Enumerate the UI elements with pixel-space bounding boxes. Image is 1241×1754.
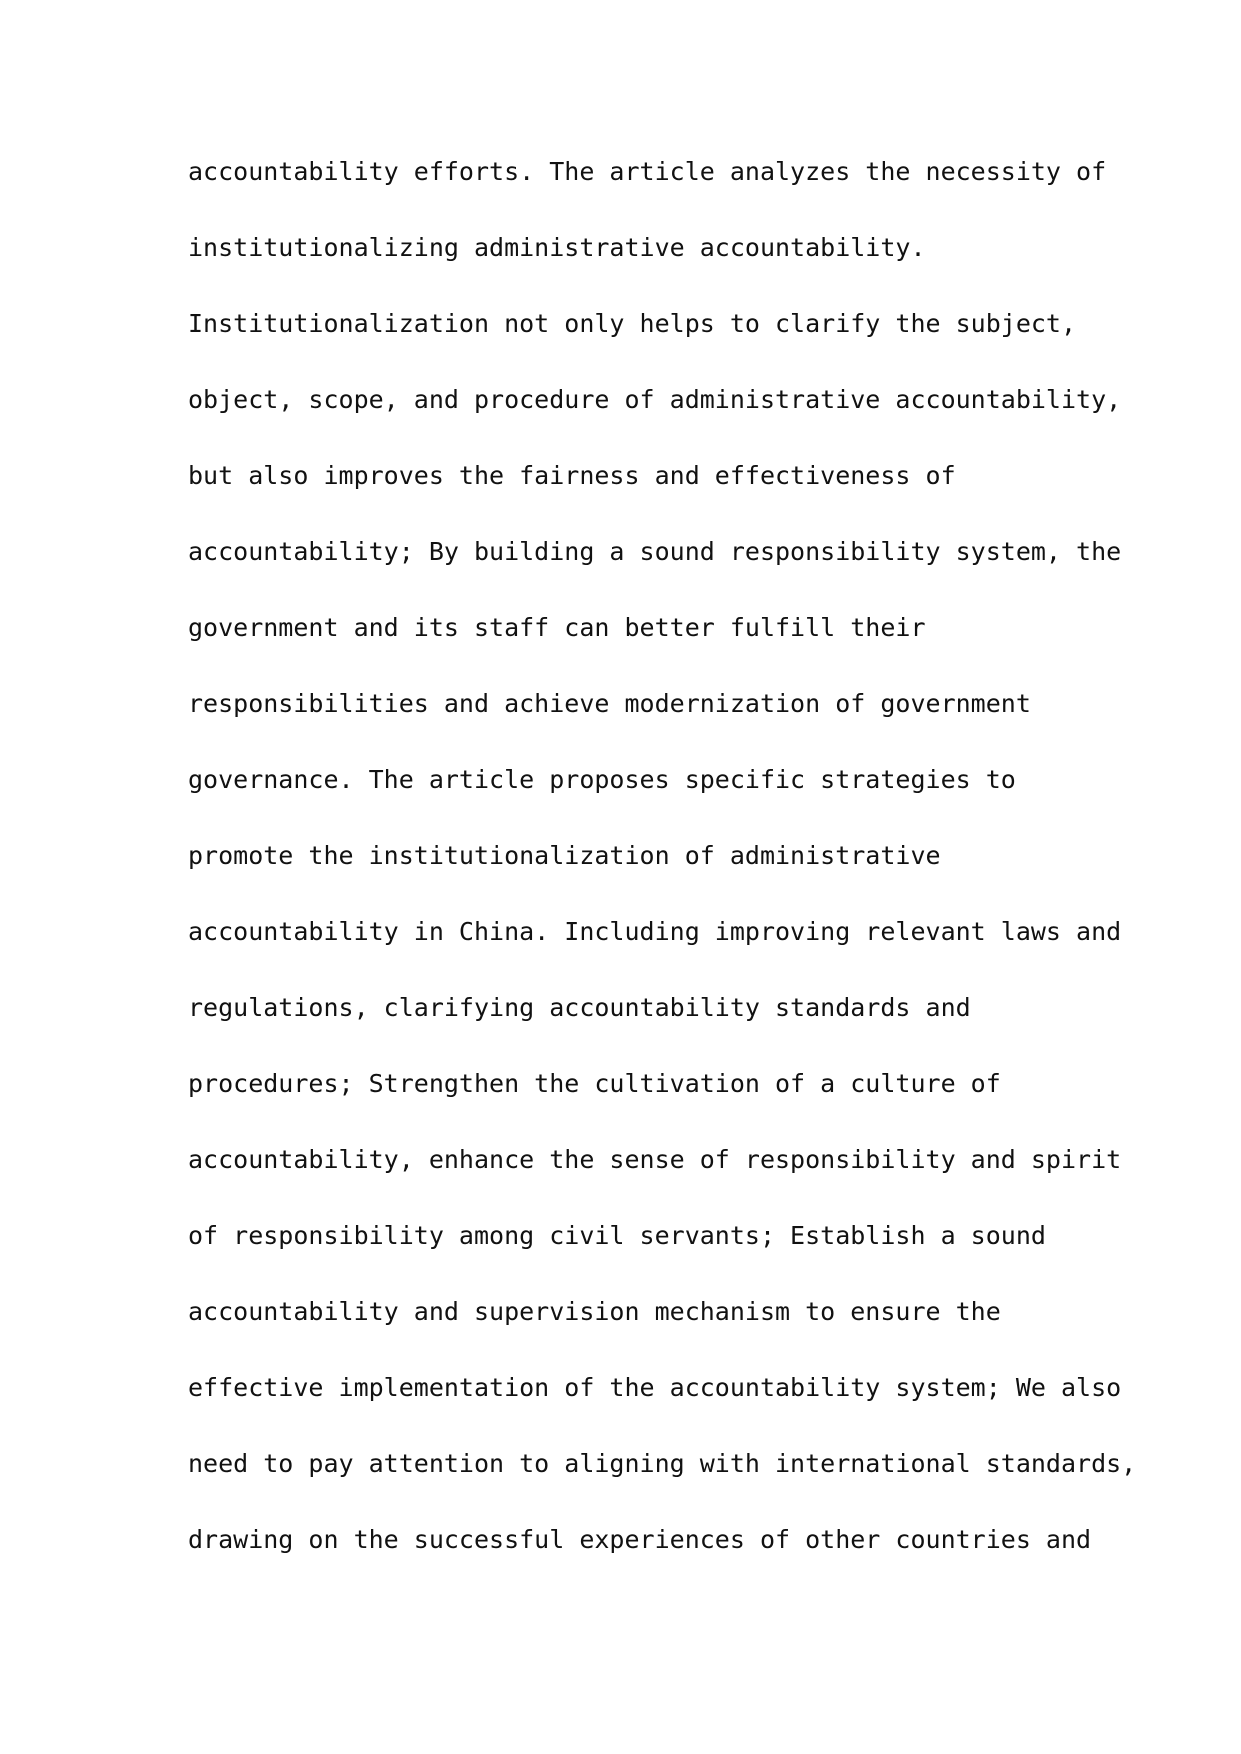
text-line: of responsibility among civil servants; Establish a sound (188, 1221, 1046, 1250)
text-line: accountability efforts. The article analyzes the necessity of (188, 157, 1107, 186)
text-line: Institutionalization not only helps to clarify the subject, (188, 309, 1077, 338)
text-line: procedures; Strengthen the cultivation of a culture of (188, 1069, 1001, 1098)
text-line: drawing on the successful experiences of other countries and (188, 1525, 1092, 1554)
text-line: need to pay attention to aligning with international standards, (188, 1449, 1137, 1478)
text-line: but also improves the fairness and effectiveness of (188, 461, 956, 490)
text-line: promote the institutionalization of administrative (188, 841, 941, 870)
text-line: accountability in China. Including improving relevant laws and (188, 917, 1122, 946)
text-line: effective implementation of the accountability system; We also (188, 1373, 1122, 1402)
text-line: institutionalizing administrative accountability. (188, 233, 926, 262)
text-line: accountability, enhance the sense of responsibility and spirit (188, 1145, 1122, 1174)
text-line: government and its staff can better fulfill their (188, 613, 926, 642)
text-line: governance. The article proposes specific strategies to (188, 765, 1016, 794)
text-line: regulations, clarifying accountability standards and (188, 993, 971, 1022)
text-line: accountability; By building a sound responsibility system, the (188, 537, 1122, 566)
text-line: responsibilities and achieve modernization of government (188, 689, 1031, 718)
text-line: object, scope, and procedure of administrative accountability, (188, 385, 1122, 414)
text-line: accountability and supervision mechanism to ensure the (188, 1297, 1001, 1326)
body-text (188, 138, 1137, 1582)
